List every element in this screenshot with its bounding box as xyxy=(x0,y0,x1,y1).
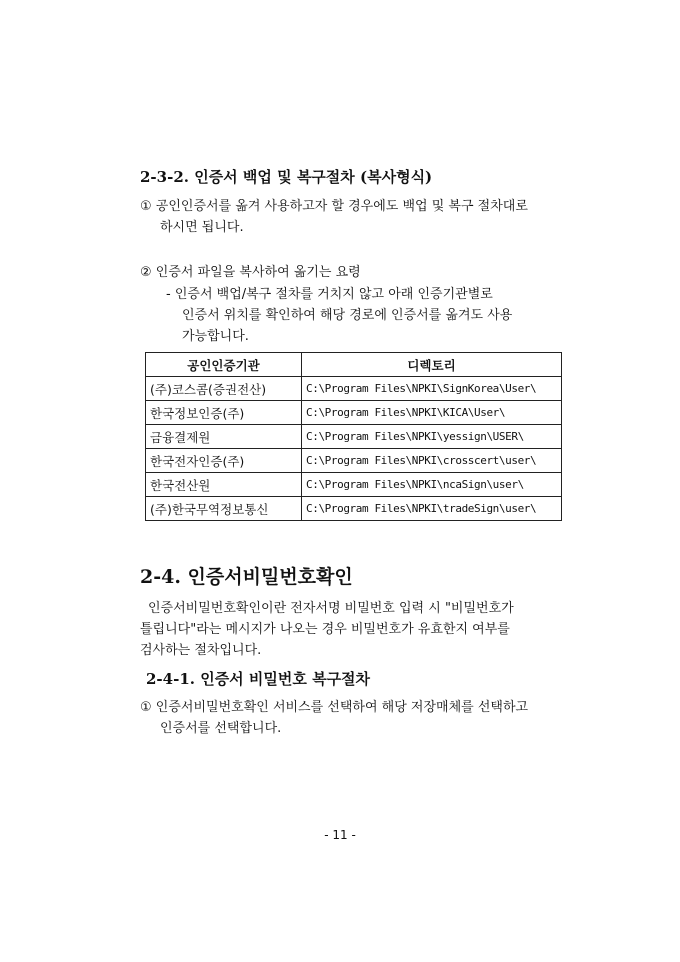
intro-paragraph xyxy=(140,598,570,661)
table-cell-path: C:\Program Files\NPKI\tradeSign\user\ xyxy=(302,497,562,521)
directory-table xyxy=(145,352,562,521)
table-row xyxy=(146,473,562,497)
table-cell-path: C:\Program Files\NPKI\SignKorea\User\ xyxy=(302,377,562,401)
table-header-row xyxy=(146,353,562,377)
intro-line-1: 인증서비밀번호확인이란 전자서명 비밀번호 입력 시 "비밀번호가 xyxy=(148,601,514,616)
table-cell-path: C:\Program Files\NPKI\ncaSign\user\ xyxy=(302,473,562,497)
table-row xyxy=(146,449,562,473)
table-cell-org: 한국전자인증(주) xyxy=(146,449,302,473)
table-cell-org: 한국전산원 xyxy=(146,473,302,497)
table-cell-org: (주)한국무역정보통신 xyxy=(146,497,302,521)
list-item-recovery xyxy=(140,697,570,739)
table-header-org: 공인인증기관 xyxy=(146,353,302,377)
table-row xyxy=(146,425,562,449)
recovery-line-1: ① 인증서비밀번호확인 서비스를 선택하여 해당 저장매체를 선택하고 xyxy=(140,700,529,715)
table-cell-path: C:\Program Files\NPKI\crosscert\user\ xyxy=(302,449,562,473)
table-cell-org: 금융결제원 xyxy=(146,425,302,449)
table-row xyxy=(146,497,562,521)
list-item-2-subitem xyxy=(166,284,566,347)
table-row xyxy=(146,401,562,425)
list-item-1-line-1: ① 공인인증서를 옮겨 사용하고자 할 경우에도 백업 및 복구 절차대로 xyxy=(140,199,528,214)
intro-line-3: 검사하는 절차입니다. xyxy=(140,643,262,658)
section-heading-2-3-2: 2-3-2. 인증서 백업 및 복구절차 (복사형식) xyxy=(140,168,433,186)
subitem-line-2: 인증서 위치를 확인하여 해당 경로에 인증서를 옮겨도 사용 xyxy=(182,308,513,323)
table-cell-path: C:\Program Files\NPKI\yessign\USER\ xyxy=(302,425,562,449)
list-item-2: ② 인증서 파일을 복사하여 옮기는 요령 xyxy=(140,265,361,280)
table-cell-path: C:\Program Files\NPKI\KICA\User\ xyxy=(302,401,562,425)
subitem-line-3: 가능합니다. xyxy=(182,329,249,344)
section-heading-2-4-1: 2-4-1. 인증서 비밀번호 복구절차 xyxy=(146,670,371,688)
list-item-1-line-2: 하시면 됩니다. xyxy=(160,220,244,235)
table-header-directory: 디렉토리 xyxy=(302,353,562,377)
table-row xyxy=(146,377,562,401)
intro-line-2: 틀립니다"라는 메시지가 나오는 경우 비밀번호가 유효한지 여부를 xyxy=(140,622,510,637)
recovery-line-2: 인증서를 선택합니다. xyxy=(160,721,282,736)
table-cell-org: (주)코스콤(증권전산) xyxy=(146,377,302,401)
list-item-1 xyxy=(140,196,570,238)
table-cell-org: 한국정보인증(주) xyxy=(146,401,302,425)
section-heading-2-4: 2-4. 인증서비밀번호확인 xyxy=(140,566,353,588)
subitem-line-1: - 인증서 백업/복구 절차를 거치지 않고 아래 인증기관별로 xyxy=(166,287,493,302)
page-number: - 11 - xyxy=(324,828,356,842)
